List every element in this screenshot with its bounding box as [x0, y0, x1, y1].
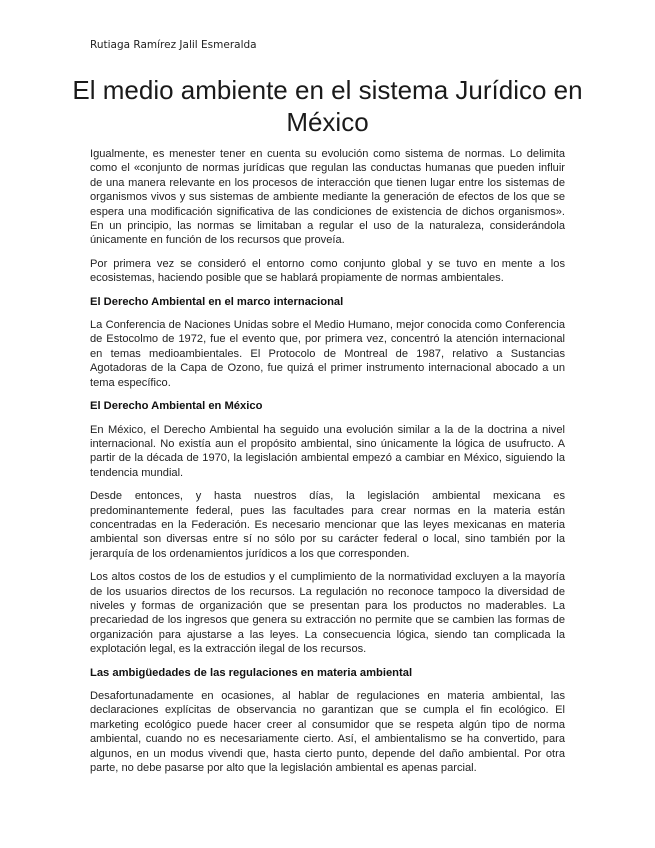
paragraph: Desafortunadamente en ocasiones, al hablar de regulaciones en materia ambiental, las declaraciones explícitas de observancia no garantizan que se cumpla el fin ecológico. El marketing ecológico puede hacer creer al consumidor que se respeta algún tipo de norma ambiental, cuando no es necesariamente cierto. Así, el ambientalismo se ha convertido, para algunos, en un modus vivendi que, hasta cierto punto, depende del daño ambiental. Por otra parte, no debe pasarse por alto que la legislación ambiental es apenas parcial. [90, 690, 565, 775]
section-heading: El Derecho Ambiental en el marco internacional [90, 295, 344, 308]
paragraph: Igualmente, es menester tener en cuenta su evolución como sistema de normas. Lo delimita como el «conjunto de normas jurídicas que regulan las conductas humanas que pueden influir de una manera relevante en los procesos de interacción que tienen lugar entre los sistemas de organismos vivos y sus sistemas de ambiente mediante la generación de efectos de los que se espera una modificación significativa de las condiciones de existencia de dichos organismos». En un principio, las normas se limitaban a regular el uso de la naturaleza, considerándola únicamente en función de los recursos que proveía. [90, 148, 565, 247]
paragraph: Desde entonces, y hasta nuestros días, la legislación ambiental mexicana es predominantemente federal, pues las facultades para crear normas en la materia están concentradas en la Federación. Es necesario mencionar que las leyes mexicanas en materia ambiental son diversas entre sí no sólo por su carácter federal o local, sino también por la jerarquía de los ordenamientos jurídicos a los que corresponden. [90, 490, 565, 560]
paragraph: Los altos costos de los de estudios y el cumplimiento de la normatividad excluyen a la mayoría de los usuarios directos de los recursos. La regulación no reconoce tampoco la diversidad de niveles y formas de organización que se presentan para los productos no maderables. La precariedad de los ingresos que genera su extracción no permite que se cambien las formas de organización para ajustarse a las leyes. La consecuencia lógica, siendo tan complicada la explotación legal, es la extracción ilegal de los recursos. [90, 571, 565, 656]
page-title: El medio ambiente en el sistema Jurídico en México [72, 75, 583, 137]
paragraph: Por primera vez se consideró el entorno como conjunto global y se tuvo en mente a los ecosistemas, haciendo posible que se hablará propiamente de normas ambientales. [90, 257, 565, 285]
paragraph: En México, el Derecho Ambiental ha seguido una evolución similar a la de la doctrina a nivel internacional. No existía aun el propósito ambiental, sino únicamente la lógica de usufructo. A partir de la década de 1970, la legislación ambiental empezó a cambiar en México, siguiendo la tendencia mundial. [90, 423, 565, 479]
document-body [90, 147, 565, 784]
author-header: Rutiaga Ramírez Jalil Esmeralda [90, 39, 257, 51]
paragraph: La Conferencia de Naciones Unidas sobre el Medio Humano, mejor conocida como Conferencia de Estocolmo de 1972, fue el evento que, por primera vez, concentró la atención internacional en temas medioambientales. El Protocolo de Montreal de 1987, relativo a Sustancias Agotadoras de la Capa de Ozono, fue quizá el primer instrumento internacional abocado a un tema específico. [90, 319, 565, 389]
section-heading: Las ambigüedades de las regulaciones en materia ambiental [90, 666, 413, 679]
section-heading: El Derecho Ambiental en México [90, 400, 263, 413]
